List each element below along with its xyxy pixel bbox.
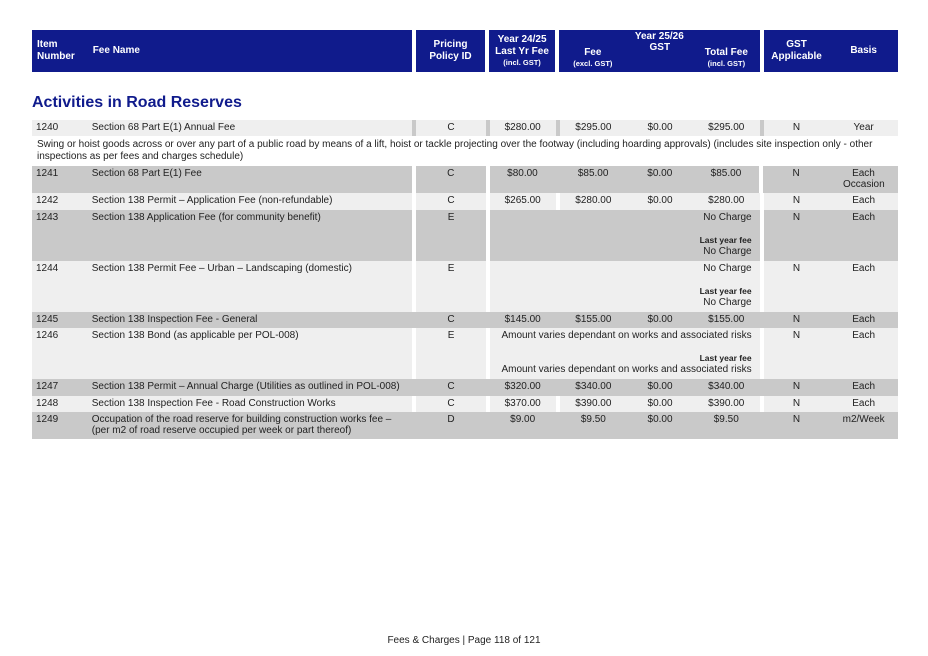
- header-total-fee: Total Fee (incl. GST): [693, 42, 760, 72]
- header-last-yr-fee: Year 24/25 Last Yr Fee (incl. GST): [489, 30, 555, 72]
- fee-span-bottom: No Charge: [703, 297, 752, 308]
- basis: Each: [852, 398, 876, 409]
- last-yr-fee: $9.00: [510, 414, 536, 425]
- fee-name: Section 138 Application Fee (for community benefit): [91, 212, 321, 223]
- last-year-fee-label: Last year fee: [699, 235, 752, 245]
- table-row: [32, 210, 898, 261]
- fee-name: Section 68 Part E(1) Annual Fee: [91, 122, 236, 133]
- gst-applicable: N: [792, 398, 801, 409]
- pricing-policy: E: [447, 212, 455, 223]
- table-row: [32, 193, 898, 210]
- basis: Each Occasion: [842, 168, 885, 190]
- table-row: [32, 396, 898, 412]
- last-year-fee-label: Last year fee: [699, 286, 752, 296]
- fee-span: [490, 328, 760, 379]
- item-number: 1248: [36, 398, 59, 409]
- fee-excl-gst: $155.00: [575, 314, 612, 325]
- last-yr-fee: $80.00: [507, 168, 538, 179]
- basis: Each: [852, 195, 876, 206]
- fee-span-bottom: Amount varies dependant on works and associated risks: [501, 364, 752, 375]
- pricing-policy: C: [447, 122, 455, 133]
- gst-applicable: N: [792, 168, 800, 179]
- fee-span-bottom: No Charge: [703, 246, 752, 257]
- fee-name: Occupation of the road reserve for building construction works fee – (per m2 of road reserve occupied per week or part thereof): [91, 414, 392, 436]
- basis: Each: [852, 330, 876, 341]
- last-yr-fee: $280.00: [504, 122, 541, 133]
- gst: $0.00: [647, 168, 673, 179]
- gst-applicable: N: [792, 414, 801, 425]
- fee-span: [490, 210, 760, 261]
- fee-table-body: [32, 120, 898, 439]
- fee-span: [490, 261, 760, 312]
- gst: $0.00: [647, 398, 673, 409]
- table-row: [32, 120, 898, 136]
- fee-excl-gst: $9.50: [580, 414, 606, 425]
- pricing-policy: D: [447, 414, 455, 425]
- header-gst: GST: [627, 42, 693, 72]
- fee-span-top: Amount varies dependant on works and associated risks: [501, 330, 752, 341]
- item-number: 1242: [36, 195, 59, 206]
- fee-name: Section 138 Inspection Fee - Road Construction Works: [91, 398, 336, 409]
- section-title: Activities in Road Reserves: [32, 94, 242, 111]
- gst-applicable: N: [792, 122, 801, 133]
- fees-page: [32, 30, 898, 439]
- fee-excl-gst: $295.00: [575, 122, 612, 133]
- gst: $0.00: [647, 122, 673, 133]
- header-year-2526-group: [559, 30, 760, 72]
- item-number: 1240: [36, 122, 59, 133]
- gst: $0.00: [647, 414, 673, 425]
- fee-span-top: No Charge: [703, 212, 752, 223]
- header-gst-applicable: GST Applicable: [764, 30, 830, 72]
- fee-description: Swing or hoist goods across or over any part of a public road by means of a lift, hoist or tackle projecting over the footway (including hoarding approvals) (includes site inspection only - other inspections as per fees and charges schedule): [32, 136, 898, 166]
- pricing-policy: C: [447, 195, 455, 206]
- header-item-number: Item Number: [32, 30, 88, 72]
- total-fee: $390.00: [708, 398, 745, 409]
- basis: m2/Week: [842, 414, 885, 425]
- table-row: [32, 379, 898, 396]
- gst-applicable: N: [792, 263, 801, 274]
- header-pricing-policy: Pricing Policy ID: [416, 30, 486, 72]
- last-yr-fee: $370.00: [504, 398, 541, 409]
- fee-name: Section 138 Permit – Application Fee (non-refundable): [91, 195, 333, 206]
- fee-excl-gst: $280.00: [575, 195, 612, 206]
- total-fee: $85.00: [710, 168, 742, 179]
- pricing-policy: C: [447, 168, 455, 179]
- fee-name: Section 68 Part E(1) Fee: [91, 168, 202, 179]
- table-row: [32, 312, 898, 328]
- last-yr-fee: $265.00: [504, 195, 541, 206]
- table-row: [32, 166, 898, 193]
- basis: Each: [852, 263, 876, 274]
- gst: $0.00: [647, 381, 673, 392]
- fee-excl-gst: $390.00: [575, 398, 612, 409]
- last-yr-fee: $145.00: [504, 314, 541, 325]
- fee-name: Section 138 Permit – Annual Charge (Utilities as outlined in POL-008): [91, 381, 400, 392]
- last-year-fee-label: Last year fee: [699, 353, 752, 363]
- gst: $0.00: [647, 314, 673, 325]
- table-row: [32, 328, 898, 379]
- gst-applicable: N: [792, 330, 801, 341]
- last-yr-fee: $320.00: [504, 381, 541, 392]
- pricing-policy: C: [447, 314, 455, 325]
- item-number: 1246: [36, 330, 59, 341]
- gst-applicable: N: [792, 381, 801, 392]
- gst-applicable: N: [792, 195, 801, 206]
- total-fee: $280.00: [708, 195, 745, 206]
- table-header: [32, 30, 898, 72]
- gst: $0.00: [647, 195, 673, 206]
- fee-name: Section 138 Permit Fee – Urban – Landscaping (domestic): [91, 263, 352, 274]
- item-number: 1249: [36, 414, 59, 425]
- gst-applicable: N: [792, 314, 801, 325]
- basis: Year: [853, 122, 874, 133]
- header-fee: Fee (excl. GST): [559, 42, 627, 72]
- table-row: [32, 261, 898, 312]
- item-number: 1241: [36, 168, 59, 179]
- total-fee: $295.00: [708, 122, 745, 133]
- basis: Each: [852, 381, 876, 392]
- fee-excl-gst: $340.00: [575, 381, 612, 392]
- table-row: [32, 412, 898, 439]
- item-number: 1243: [36, 212, 59, 223]
- header-fee-name: Fee Name: [88, 30, 412, 72]
- total-fee: $155.00: [708, 314, 745, 325]
- page-footer: Fees & Charges | Page 118 of 121: [387, 635, 541, 646]
- pricing-policy: C: [447, 398, 455, 409]
- header-basis: Basis: [829, 30, 898, 72]
- fee-excl-gst: $85.00: [577, 168, 609, 179]
- fee-span-top: No Charge: [703, 263, 752, 274]
- basis: Each: [852, 314, 876, 325]
- fee-name: Section 138 Bond (as applicable per POL-008): [91, 330, 299, 341]
- item-number: 1247: [36, 381, 59, 392]
- total-fee: $340.00: [708, 381, 745, 392]
- pricing-policy: E: [447, 263, 455, 274]
- total-fee: $9.50: [713, 414, 739, 425]
- item-number: 1245: [36, 314, 59, 325]
- pricing-policy: E: [447, 330, 455, 341]
- header-year-2526: Year 25/26: [634, 31, 684, 42]
- item-number: 1244: [36, 263, 59, 274]
- basis: Each: [852, 212, 876, 223]
- pricing-policy: C: [447, 381, 455, 392]
- fee-name: Section 138 Inspection Fee - General: [91, 314, 258, 325]
- gst-applicable: N: [792, 212, 801, 223]
